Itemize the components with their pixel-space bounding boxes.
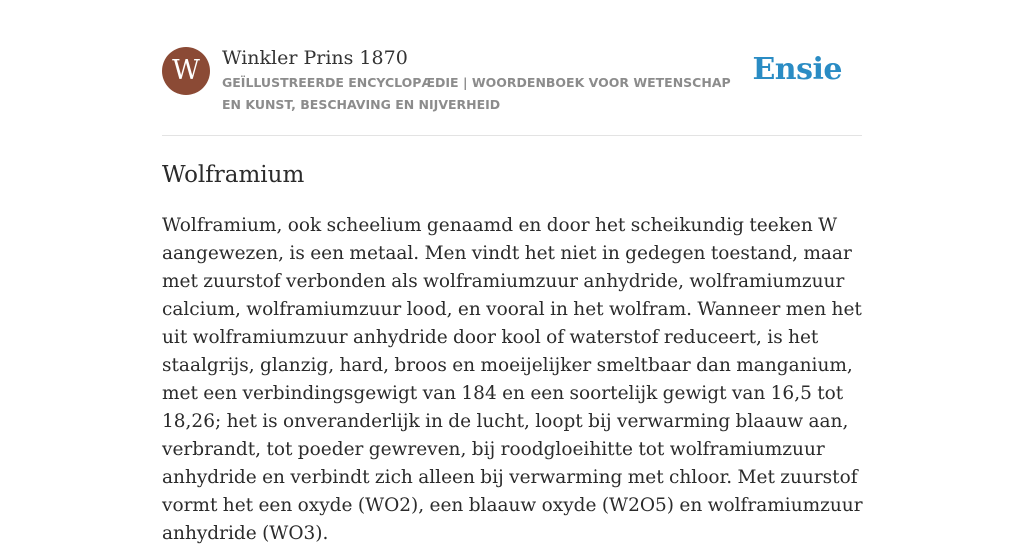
source-title[interactable]: Winkler Prins 1870 xyxy=(222,47,408,69)
source-avatar[interactable]: W xyxy=(162,47,210,95)
article-body: Wolframium, ook scheelium genaamd en door het scheikundig teeken W aangewezen, is een metaal. Men vindt het niet in gedegen toestand, maar met zuurstof verbonden als wolframiumzuur anhydride, wolframiumzuur calcium, wolframiumzuur lood, en vooral in het wolfram. Wanneer men het uit wolframiumzuur anhydride door kool of waterstof reduceert, is het staalgrijs, glanzig, hard, broos en moeijelijker smeltbaar dan manganium, met een verbindingsgewigt van 184 en een soortelijk gewigt van 16,5 tot 18,26; het is onveranderlijk in de lucht, loopt bij verwarming blaauw aan, verbrandt, tot poeder gewreven, bij roodgloeihitte tot wolframiumzuur anhydride en verbindt zich alleen bij verwarming met chloor. Met zuurstof vormt het een oxyde (WO2), een blaauw oxyde (W2O5) en wolframiumzuur anhydride (WO3). xyxy=(162,215,863,544)
article-title: Wolframium xyxy=(162,162,305,188)
source-subtitle: GEÏLLUSTREERDE ENCYCLOPÆDIE | WOORDENBOEK VOOR WETENSCHAP EN KUNST, BESCHAVING EN NIJVERHEID xyxy=(222,75,731,112)
source-header xyxy=(162,46,862,136)
ensie-logo[interactable]: Ensie xyxy=(752,52,842,87)
